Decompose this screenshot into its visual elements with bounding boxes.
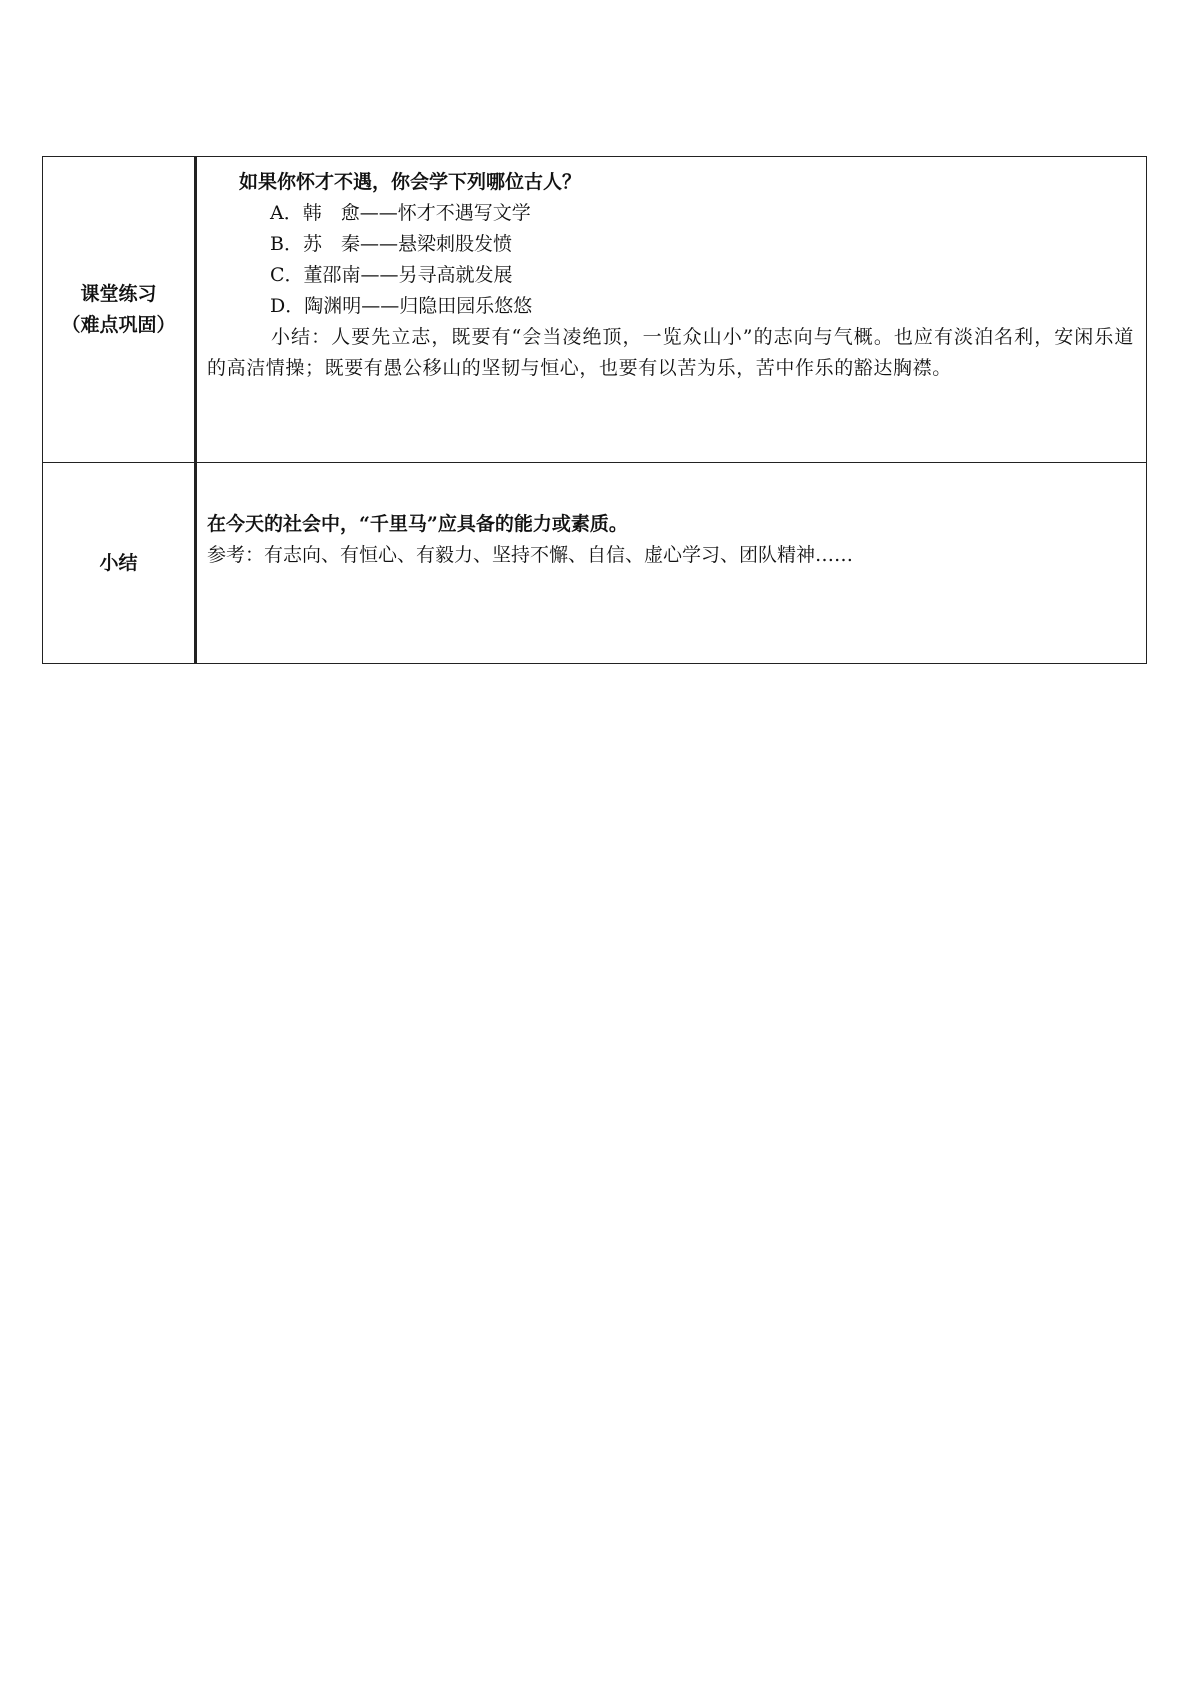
lesson-plan-table xyxy=(42,156,1147,664)
option-c: C．董邵南——另寻高就发展 xyxy=(270,264,513,286)
option-b: B．苏 秦——悬梁刺股发愤 xyxy=(270,233,512,255)
practice-row xyxy=(43,157,1147,463)
summary-title: 在今天的社会中，“千里马”应具备的能力或素质。 xyxy=(207,513,628,535)
option-d: D．陶渊明——归隐田园乐悠悠 xyxy=(270,295,533,317)
summary-label: 小结 xyxy=(99,551,138,574)
summary-reference: 参考：有志向、有恒心、有毅力、坚持不懈、自信、虚心学习、团队精神…… xyxy=(207,544,854,566)
practice-sublabel: （难点巩固） xyxy=(61,313,176,336)
summary-row xyxy=(43,463,1147,664)
summary-content-cell xyxy=(196,463,1147,664)
practice-label-cell xyxy=(43,157,196,463)
summary-label-cell xyxy=(43,463,196,664)
practice-content-cell xyxy=(196,157,1147,463)
practice-conclusion: 小结：人要先立志，既要有“会当凌绝顶，一览众山小”的志向与气概。也应有淡泊名利，安闲乐道的高洁情操；既要有愚公移山的坚韧与恒心，也要有以苦为乐，苦中作乐的豁达胸襟。 xyxy=(207,326,1134,379)
practice-label: 课堂练习 xyxy=(80,282,157,305)
practice-question: 如果你怀才不遇，你会学下列哪位古人？ xyxy=(239,171,582,193)
option-a: A．韩 愈——怀才不遇写文学 xyxy=(270,202,531,224)
